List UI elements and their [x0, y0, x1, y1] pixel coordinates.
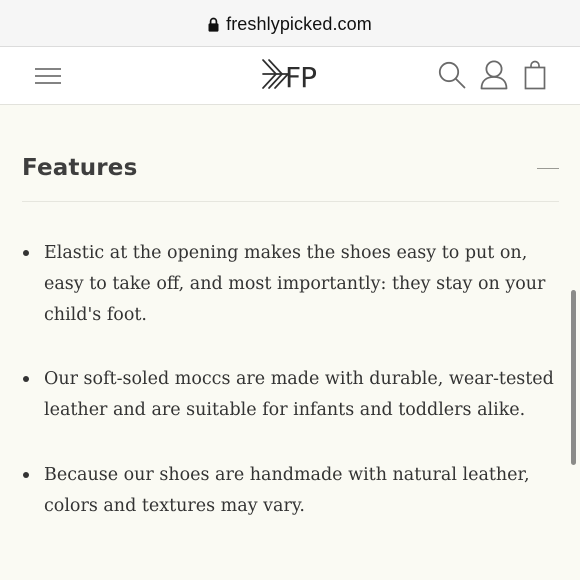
logo-text: FP [285, 61, 316, 93]
scrollbar[interactable] [571, 290, 576, 465]
url-text: freshlypicked.com [226, 13, 372, 34]
account-icon[interactable] [480, 60, 508, 90]
feature-text: Elastic at the opening makes the shoes easy to put on, easy to take off, and most importantly: they stay on your child's foot. [44, 243, 546, 325]
collapse-icon[interactable] [537, 168, 559, 169]
search-icon[interactable] [438, 61, 466, 89]
features-section-header[interactable] [22, 143, 559, 202]
list-item [22, 364, 562, 426]
lock-icon [208, 17, 219, 32]
bullet [23, 472, 29, 478]
menu-icon[interactable] [35, 68, 61, 84]
cart-icon[interactable] [524, 60, 546, 90]
feature-text: Our soft-soled moccs are made with durable, wear-tested leather and are suitable for infants and toddlers alike. [44, 369, 554, 420]
list-item [22, 238, 562, 331]
brand-logo[interactable] [261, 57, 319, 93]
list-item [22, 460, 562, 522]
bullet [23, 376, 29, 382]
site-header [0, 47, 580, 105]
url-container [208, 14, 372, 35]
section-title: Features [22, 155, 138, 181]
bullet [23, 250, 29, 256]
browser-url-bar[interactable] [0, 0, 580, 47]
features-list [22, 238, 562, 555]
feature-text: Because our shoes are handmade with natural leather, colors and textures may vary. [44, 465, 530, 516]
